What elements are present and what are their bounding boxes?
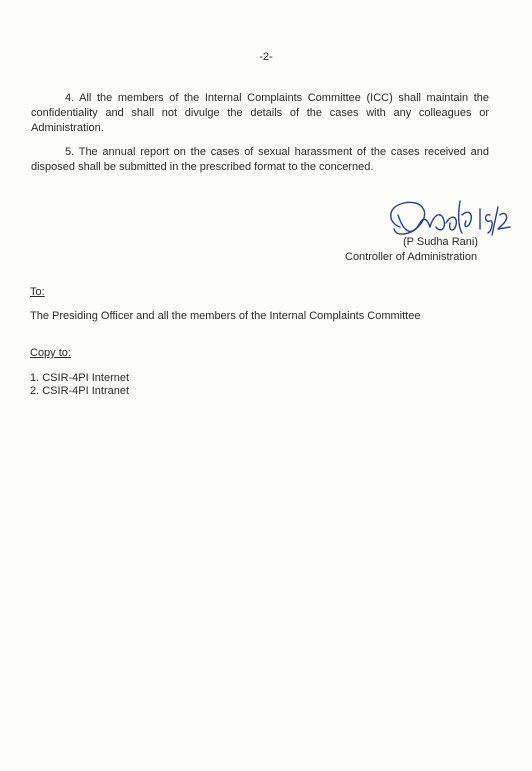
paragraph-5: 5. The annual report on the cases of sexual harassment of the cases received and disposed shall be submitted in the prescribed format to the concerned. — [31, 146, 489, 173]
signatory-designation: Controller of Administration — [345, 251, 478, 263]
to-recipient: The Presiding Officer and all the members of the Internal Complaints Committee — [30, 310, 421, 322]
signatory-name: (P Sudha Rani) — [403, 236, 479, 248]
copy-to-label: Copy to: — [30, 347, 71, 359]
page-number: -2- — [259, 51, 273, 63]
copy-to-item: 1. CSIR-4PI Internet — [30, 372, 130, 384]
copy-to-item: 2. CSIR-4PI Intranet — [30, 385, 130, 397]
paragraph-4: 4. All the members of the Internal Complaints Committee (ICC) shall maintain the confidentiality and shall not divulge the details of the cases with any colleagues or Administration. — [31, 92, 489, 134]
to-label: To: — [30, 286, 45, 298]
copy-to-list — [30, 372, 129, 398]
